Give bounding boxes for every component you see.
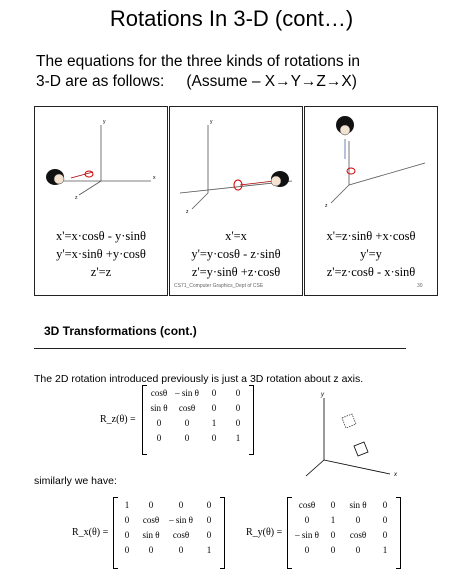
section-text-2: similarly we have: [34,475,117,487]
rx-cell: 0 [206,500,212,510]
ry-matrix [287,497,401,569]
3d-axes-illustration [300,390,410,480]
intro-line-1: The equations for the three kinds of rotations in [36,53,360,70]
rx-cell: 0 [124,530,130,540]
rotated-square-shape [354,442,368,456]
rz-cell: 0 [211,388,217,398]
ry-cell: – sin θ [295,530,319,540]
section-heading: 3D Transformations (cont.) [44,324,197,338]
rz-matrix [142,385,254,455]
rx-cell: 0 [124,515,130,525]
rx-cell: – sin θ [169,515,193,525]
ry-cell: 1 [330,515,336,525]
y-axis-label-2: y [210,119,213,125]
rx-label: R_x(θ) = [72,527,109,538]
panel-1-eq-1: x'=x·cosθ - y·sinθ [55,229,146,243]
rz-cell: 1 [235,433,241,443]
rz-label: R_z(θ) = [100,414,136,425]
ry-cell: 0 [304,515,310,525]
ry-label: R_y(θ) = [246,527,283,538]
ry-cell: 0 [330,530,336,540]
panel-1-eq-3: z'=z [90,265,112,279]
panel-2-eq-2: y'=y·cosθ - z·sinθ [191,247,281,261]
x-axis-label-3d: x [394,472,397,478]
rz-cell: 0 [184,418,190,428]
z-axis-label-2: z [186,209,189,215]
slide-title: Rotations In 3-D (cont…) [109,6,354,31]
rx-cell: 0 [178,545,184,555]
rz-cell: 0 [156,418,162,428]
heading-rule [34,348,406,349]
rz-cell: – sin θ [175,388,199,398]
rx-cell: 0 [124,545,130,555]
x-axis-label: x [153,175,156,181]
ry-cell: cosθ [298,500,316,510]
ry-cell: 0 [382,530,388,540]
rx-cell: 0 [148,500,154,510]
ry-cell: 0 [330,545,336,555]
page-number: 30 [417,283,423,289]
rx-cell: 1 [206,545,212,555]
rx-cell: 0 [206,530,212,540]
ry-cell: 0 [330,500,336,510]
rz-cell: 0 [235,418,241,428]
rz-cell: cosθ [178,403,196,413]
intro-text [36,52,456,92]
rx-cell: 0 [148,545,154,555]
panel-rotation-z [34,106,168,296]
rx-matrix [113,497,225,569]
footer-note: CS71_Computer Graphics_Dept of CSE [174,283,264,289]
rz-cell: 0 [235,403,241,413]
ry-cell: sin θ [349,500,367,510]
z-axis-label: z [75,195,78,201]
rx-cell: 0 [206,515,212,525]
original-square-shape [342,414,356,428]
panel-3-eq-1: x'=z·sinθ +x·cosθ [326,229,416,243]
rz-cell: 0 [211,403,217,413]
y-axis-label-3d: y [321,392,324,398]
ry-cell: 0 [382,515,388,525]
rz-cell: 0 [211,433,217,443]
rz-cell: 0 [235,388,241,398]
rz-cell: 1 [211,418,217,428]
rotation-y-illustration [305,107,437,225]
z-axis-label-3: z [325,203,328,209]
rotation-z-illustration [35,107,167,225]
panel-2-eq-3: z'=y·sinθ +z·cosθ [191,265,281,279]
rx-cell: cosθ [172,530,190,540]
ry-cell: cosθ [349,530,367,540]
ry-cell: 0 [382,500,388,510]
rotation-x-illustration [170,107,302,225]
intro-line-2: 3-D are as follows: [36,73,165,90]
panel-3-eq-3: z'=z·cosθ - x·sinθ [326,265,416,279]
panel-2-eq-1: x'=x [225,229,247,243]
panel-1-eq-2: y'=x·sinθ +y·cosθ [56,247,146,261]
rz-cell: cosθ [150,388,168,398]
rx-cell: sin θ [142,530,160,540]
rx-cell: 0 [178,500,184,510]
y-axis-label: y [103,119,106,125]
panel-3-eq-2: y'=y [360,247,382,261]
panel-rotation-y [304,106,438,296]
ry-cell: 0 [304,545,310,555]
ry-cell: 1 [382,545,388,555]
rz-cell: sin θ [150,403,168,413]
ry-cell: 0 [355,545,361,555]
ry-cell: 0 [355,515,361,525]
rotation-arrow-icon [347,168,355,174]
rz-cell: 0 [184,433,190,443]
rz-cell: 0 [156,433,162,443]
assume-note: (Assume – X→Y→Z→X) [186,73,357,90]
panel-rotation-x [169,106,303,296]
rx-cell: cosθ [142,515,160,525]
rx-cell: 1 [124,500,130,510]
section-text-1: The 2D rotation introduced previously is just a 3D rotation about z axis. [34,373,364,385]
